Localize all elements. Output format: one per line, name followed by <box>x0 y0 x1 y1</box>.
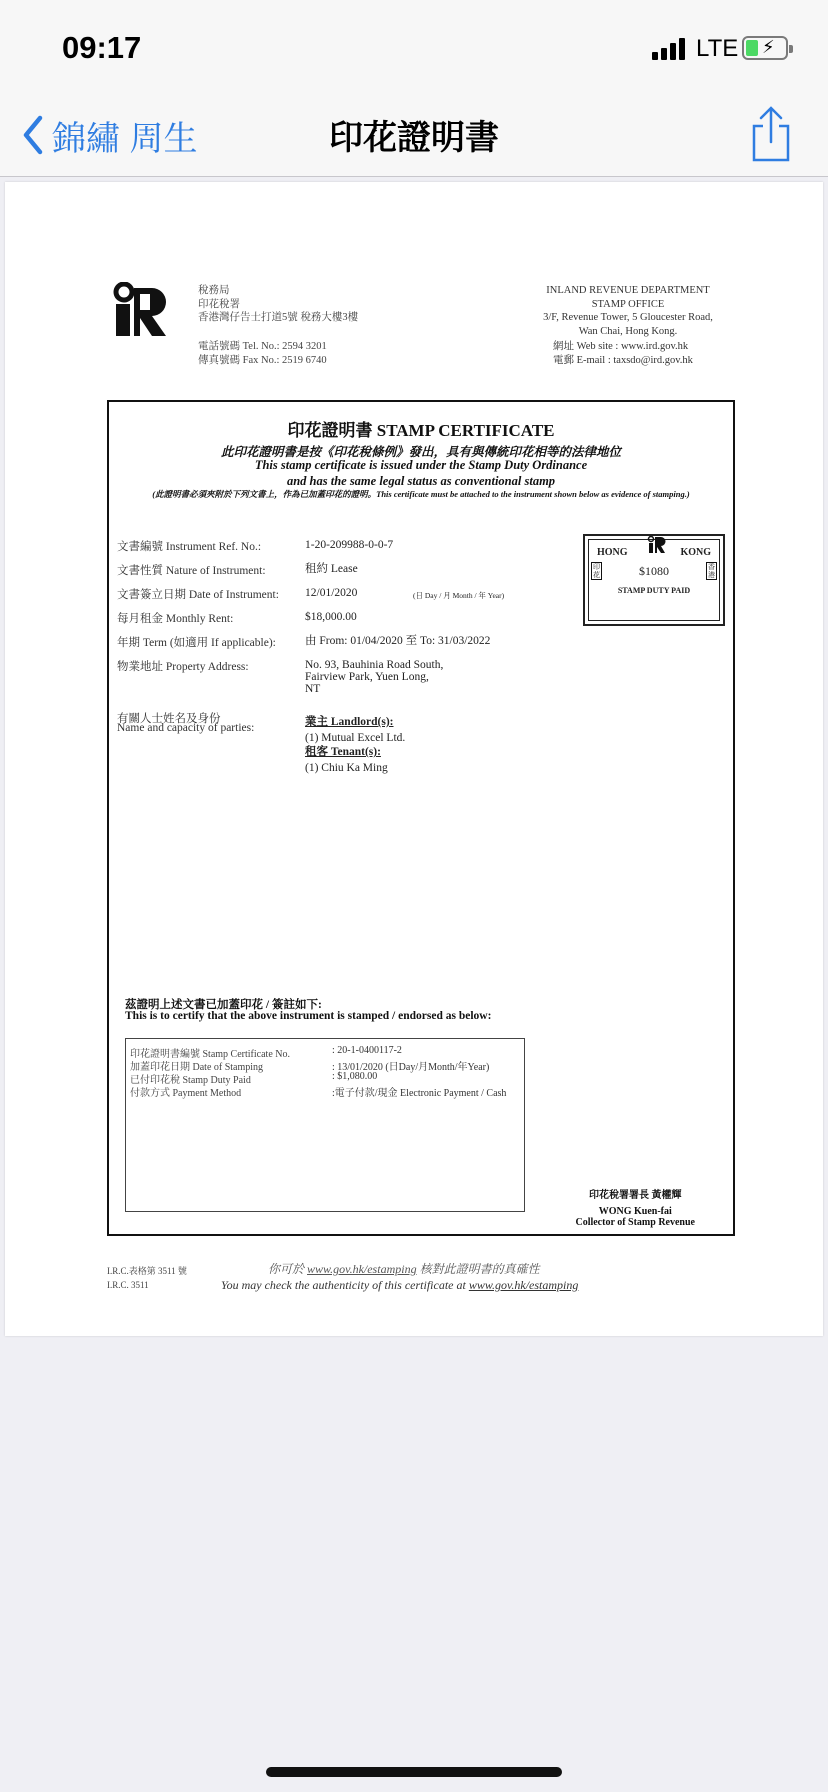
certificate-subtitle-en2: and has the same legal status as conventional stamp <box>286 474 556 488</box>
estamping-link[interactable]: www.gov.hk/estamping <box>468 1278 579 1292</box>
collector-signature <box>575 1190 695 1229</box>
monthly-rent-value: $18,000.00 <box>305 611 357 623</box>
stamp-duty-seal <box>583 534 725 626</box>
nature-value: 租約 Lease <box>305 563 358 575</box>
form-number-en: I.R.C. 3511 <box>107 1280 149 1290</box>
check-zh-pre: 你可於 <box>268 1262 308 1276</box>
address-line-2: Fairview Park, Yuen Long, <box>305 671 429 683</box>
check-authenticity-en <box>221 1278 578 1293</box>
field-label: 文書簽立日期 Date of Instrument: <box>117 589 279 601</box>
certify-en: This is to certify that the above instrument is stamped / endorsed as below: <box>125 1010 492 1022</box>
fax-number: 傳真號碼 Fax No.: 2519 6740 <box>198 355 327 366</box>
network-label: LTE <box>696 35 739 62</box>
stamp-duty-paid: : $1,080.00 <box>332 1071 378 1082</box>
parties-label-zh: 有關人士姓名及身份 <box>117 713 221 725</box>
header-web <box>553 340 693 368</box>
back-label: 錦繡 周生 <box>52 119 198 158</box>
header-right-line: INLAND REVENUE DEPARTMENT <box>546 285 710 296</box>
date-of-stamping: : 13/01/2020 (日Day/月Month/年Year) <box>332 1062 490 1073</box>
field-label: 物業地址 Property Address: <box>117 661 249 673</box>
stamp-certificate <box>107 400 735 1236</box>
stamp-paid-label: STAMP DUTY PAID <box>617 586 691 595</box>
status-time: 09:17 <box>62 30 142 65</box>
stamp-amount: $1080 <box>639 564 669 578</box>
signature-name: WONG Kuen-fai <box>598 1205 672 1217</box>
estamping-link[interactable]: www.gov.hk/estamping <box>307 1262 417 1276</box>
landlord-name: (1) Mutual Excel Ltd. <box>305 732 406 744</box>
ird-logo-icon <box>110 282 174 338</box>
header-left-line: 香港灣仔告士打道5號 稅務大樓3樓 <box>198 312 359 323</box>
certificate-subtitle-en: This stamp certificate is issued under the Stamp Duty Ordinance <box>254 458 588 472</box>
document-page[interactable] <box>5 182 823 1336</box>
payment-method: :電子付款/現金 Electronic Payment / Cash <box>332 1088 507 1099</box>
header-right-line: STAMP OFFICE <box>591 298 665 310</box>
stamp-left-tag: 印花 <box>593 563 600 579</box>
header-right <box>525 284 731 338</box>
website: 網址 Web site : www.ird.gov.hk <box>553 341 689 352</box>
check-en-pre: You may check the authenticity of this certificate at <box>221 1278 469 1292</box>
instrument-ref-value: 1-20-209988-0-0-7 <box>305 539 394 551</box>
date-format-hint: (日 Day / 月 Month / 年 Year) <box>413 591 505 600</box>
tel-number: 電話號碼 Tel. No.: 2594 3201 <box>198 341 327 352</box>
field-label: 年期 Term (如適用 If applicable): <box>117 637 276 649</box>
stamp-hong: HONG <box>597 547 628 558</box>
certificate-note: (此證明書必須夾附於下列文書上，作為已加蓋印花的證明。This certificate must be attached to the instrument shown below as evidence of stamping.) <box>152 489 690 499</box>
detail-label: 付款方式 Payment Method <box>130 1088 242 1099</box>
form-number-zh: I.R.C.表格第 3511 號 <box>107 1266 187 1276</box>
detail-label: 印花證明書編號 Stamp Certificate No. <box>130 1049 290 1060</box>
detail-label: 加蓋印花日期 Date of Stamping <box>130 1062 264 1073</box>
field-label: 每月租金 Monthly Rent: <box>117 613 234 625</box>
header-contact <box>198 340 327 368</box>
certificate-subtitle-zh: 此印花證明書是按《印花稅條例》發出，具有與傳統印花相等的法律地位 <box>220 445 621 459</box>
tenant-heading: 租客 Tenant(s): <box>305 746 381 758</box>
stamp-certificate-no: : 20-1-0400117-2 <box>332 1045 402 1056</box>
address-line-1: No. 93, Bauhinia Road South, <box>305 659 444 671</box>
term-value: 由 From: 01/04/2020 至 To: 31/03/2022 <box>305 635 491 647</box>
navigation-bar <box>0 96 828 177</box>
certify-zh: 茲證明上述文書已加蓋印花 / 簽註如下: <box>125 999 322 1011</box>
battery-icon: ⚡ <box>742 36 788 60</box>
check-authenticity-zh <box>268 1260 540 1277</box>
detail-label: 已付印花稅 Stamp Duty Paid <box>130 1075 251 1086</box>
field-label: 文書性質 Nature of Instrument: <box>117 565 266 577</box>
form-number <box>107 1264 187 1292</box>
status-bar <box>0 0 828 96</box>
email: 電郵 E-mail : taxsdo@ird.gov.hk <box>553 355 693 366</box>
stamp-kong: KONG <box>680 547 711 558</box>
check-zh-post: 核對此證明書的真確性 <box>416 1262 540 1276</box>
header-left-line: 印花稅署 <box>198 298 240 310</box>
share-icon[interactable] <box>746 104 796 164</box>
parties-label-en: Name and capacity of parties: <box>117 722 255 734</box>
stamping-details-box <box>125 1038 525 1212</box>
field-label: 文書編號 Instrument Ref. No.: <box>117 541 262 553</box>
stamp-right-tag: 香港 <box>708 563 715 579</box>
header-left <box>198 284 358 325</box>
address-line-3: NT <box>305 683 321 695</box>
header-left-line: 稅務局 <box>198 285 230 296</box>
header-right-line: 3/F, Revenue Tower, 5 Gloucester Road, <box>543 312 713 323</box>
tenant-name: (1) Chiu Ka Ming <box>305 762 388 774</box>
page-title: 印花證明書 <box>329 119 499 157</box>
signature-zh: 印花稅署署長 黃權輝 <box>588 1190 682 1201</box>
signature-title: Collector of Stamp Revenue <box>575 1217 695 1228</box>
landlord-heading: 業主 Landlord(s): <box>305 716 394 728</box>
header-right-line: Wan Chai, Hong Kong. <box>578 325 678 337</box>
certificate-title: 印花證明書 STAMP CERTIFICATE <box>287 421 555 440</box>
instrument-date-value: 12/01/2020 <box>305 587 358 599</box>
stamp-ir-logo-icon <box>647 536 667 554</box>
home-indicator[interactable] <box>266 1767 562 1777</box>
